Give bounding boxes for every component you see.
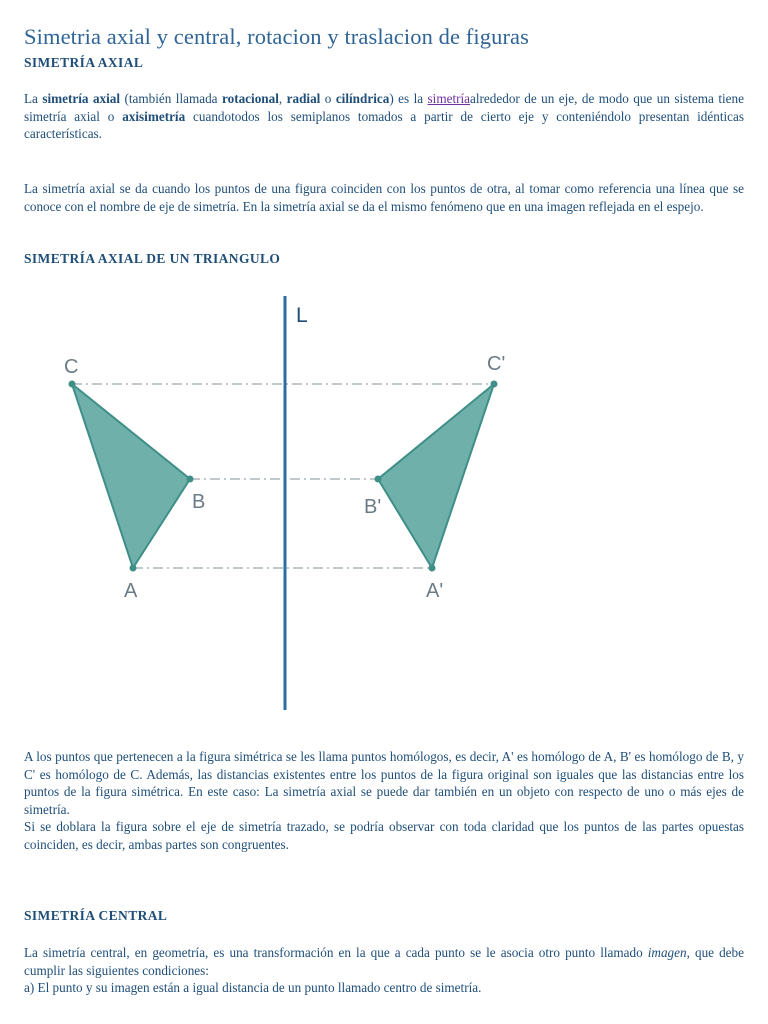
symmetry-figure (0, 280, 768, 730)
term-simetria-axial: simetría axial (42, 91, 121, 106)
point-c-prime (491, 381, 498, 388)
text-block: A los puntos que pertenecen a la figura simétrica se les llama puntos homólogos, es decir, A' es homólogo de A, B' es homólogo de B, y C' es homólogo de C. Además, las distancias existentes entre los puntos de la figura original son iguales que las distancias entre los puntos de la figura simétrica. En este caso: La simetría axial se puede dar también en un objeto con respecto de uno o más ejes de simetría. (24, 749, 744, 817)
text-block: Si se doblara la figura sobre el eje de simetría trazado, se podría observar con toda claridad que los puntos de las partes opuestas coinciden, es decir, ambas partes son congruentes. (24, 819, 744, 852)
document-title: Simetria axial y central, rotacion y traslacion de figuras (24, 24, 529, 49)
text-run: ) es la (389, 91, 428, 106)
label-a: A (124, 580, 138, 602)
term-imagen: imagen (647, 945, 687, 960)
text-run: , que debe cumplir las siguientes condiciones: (24, 945, 744, 978)
paragraph-central-definition (24, 944, 744, 997)
paragraph-axial-explanation: La simetría axial se da cuando los puntos de una figura coinciden con los puntos de otra, al tomar como referencia una línea que se conoce con el nombre de eje de simetría. En la simetría axial se da el mismo fenómeno que en una imagen reflejada en el espejo. (24, 181, 744, 214)
text-run: La (24, 91, 43, 106)
paragraph-homologous-points (24, 748, 744, 853)
label-b-prime: B' (364, 496, 382, 518)
point-b-prime (375, 476, 382, 483)
condition-a: a) El punto y su imagen están a igual distancia de un punto llamado centro de simetría. (24, 980, 482, 995)
term-radial: radial (286, 91, 321, 106)
label-c-prime: C' (487, 353, 506, 375)
label-b: B (192, 491, 206, 513)
text-run: , (278, 91, 287, 106)
triangle-reflected (378, 384, 494, 568)
text-run: o (320, 91, 336, 106)
text-run: cuandotodos los semiplanos tomados a partir de cierto eje y conteniéndolo presentan idénticas características. (24, 108, 745, 141)
term-rotacional: rotacional (221, 91, 279, 106)
section-heading-simetria-central: SIMETRÍA CENTRAL (24, 908, 168, 923)
point-a-prime (429, 565, 436, 572)
link-simetria[interactable]: simetría (427, 91, 471, 106)
triangle-original (72, 384, 190, 568)
section-heading-triangulo: SIMETRÍA AXIAL DE UN TRIANGULO (24, 251, 281, 266)
paragraph-definition (24, 90, 744, 143)
text-run: (también llamada (120, 91, 222, 106)
point-b (187, 476, 194, 483)
term-axisimetria: axisimetría (122, 108, 186, 124)
label-c: C (64, 356, 79, 378)
text-run: alrededor de un eje, de modo que un sistema tiene simetría axial o (24, 91, 744, 124)
text-run: La simetría central, en geometría, es una transformación en la que a cada punto se le asocia otro punto llamado (24, 945, 648, 960)
point-a (130, 565, 137, 572)
term-cilindrica: cilíndrica (335, 91, 390, 106)
section-heading-simetria-axial: SIMETRÍA AXIAL (24, 55, 144, 70)
axis-label: L (296, 304, 308, 327)
point-c (69, 381, 76, 388)
label-a-prime: A' (426, 580, 444, 602)
